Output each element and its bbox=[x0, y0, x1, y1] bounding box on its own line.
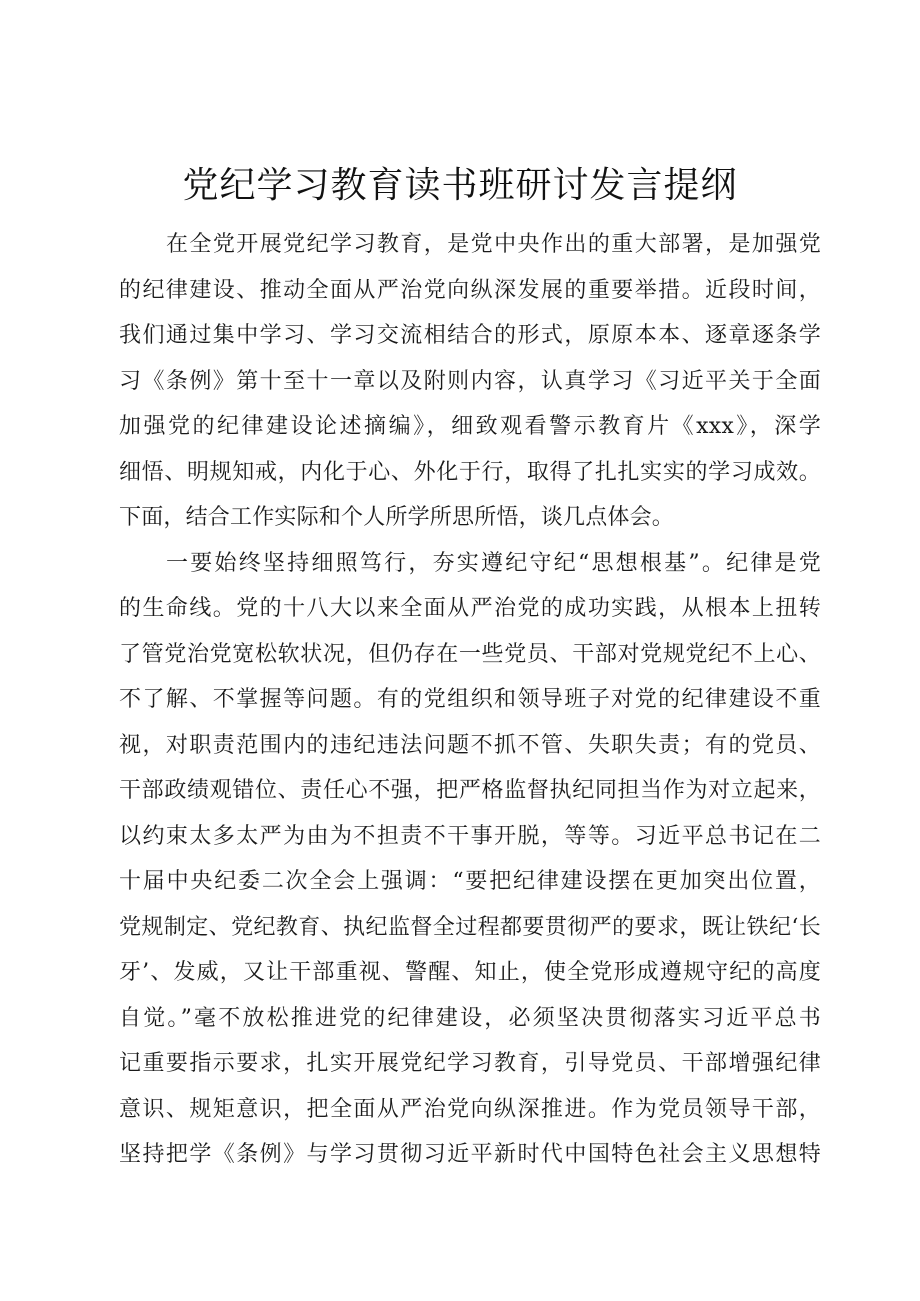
document-title: 党纪学习教育读书班研讨发言提纲 bbox=[182, 165, 738, 206]
paragraph-2-line-7: 以约束太多太严为由为不担责不干事开脱，等等。习近平总书记在二 bbox=[119, 823, 821, 849]
paragraph-1-line-6: 细悟、明规知戒，内化于心、外化于行，取得了扎扎实实的学习成效。 bbox=[119, 459, 821, 485]
paragraph-2-line-4: 不了解、不掌握等问题。有的党组织和领导班子对党的纪律建设不重 bbox=[119, 687, 821, 712]
paragraph-2-line-5: 视，对职责范围内的违纪违法问题不抓不管、失职失责；有的党员、 bbox=[119, 732, 821, 758]
paragraph-2-line-3: 了管党治党宽松软状况，但仍存在一些党员、干部对党规党纪不上心、 bbox=[119, 641, 821, 667]
paragraph-2-line-11: 自觉。”毫不放松推进党的纪律建设，必须坚决贯彻落实习近平总书 bbox=[119, 1005, 821, 1031]
paragraph-2-line-12: 记重要指示要求，扎实开展党纪学习教育，引导党员、干部增强纪律 bbox=[119, 1051, 821, 1076]
paragraph-1-line-1: 在全党开展党纪学习教育，是党中央作出的重大部署，是加强党 bbox=[166, 232, 821, 257]
paragraph-2-line-2: 的生命线。党的十八大以来全面从严治党的成功实践，从根本上扭转 bbox=[119, 596, 821, 621]
paragraph-2-line-13: 意识、规矩意识，把全面从严治党向纵深推进。作为党员领导干部， bbox=[119, 1096, 821, 1122]
paragraph-2-line-9: 党规制定、党纪教育、执纪监督全过程都要贯彻严的要求，既让铁纪‘长 bbox=[119, 914, 821, 940]
paragraph-1-line-5: 加强党的纪律建设论述摘编》，细致观看警示教育片《xxx》，深学 bbox=[119, 414, 821, 439]
paragraph-1-line-4: 习《条例》第十至十一章以及附则内容，认真学习《习近平关于全面 bbox=[119, 368, 821, 394]
paragraph-1-line-2: 的纪律建设、推动全面从严治党向纵深发展的重要举措。近段时间， bbox=[119, 277, 821, 303]
paragraph-1-line-7: 下面，结合工作实际和个人所学所思所悟，谈几点体会。 bbox=[119, 505, 675, 530]
paragraph-2-line-6: 干部政绩观错位、责任心不强，把严格监督执纪同担当作为对立起来， bbox=[119, 778, 821, 803]
paragraph-2-line-10: 牙’、发威，又让干部重视、警醒、知止，使全党形成遵规守纪的高度 bbox=[119, 960, 821, 985]
paragraph-2-line-1: 一要始终坚持细照笃行，夯实遵纪守纪“思想根基”。纪律是党 bbox=[166, 550, 821, 576]
paragraph-2-line-14: 坚持把学《条例》与学习贯彻习近平新时代中国特色社会主义思想特 bbox=[119, 1142, 821, 1167]
paragraph-1-line-3: 我们通过集中学习、学习交流相结合的形式，原原本本、逐章逐条学 bbox=[119, 323, 821, 348]
document-body bbox=[119, 222, 821, 1178]
paragraph-2-line-8: 十届中央纪委二次全会上强调：“要把纪律建设摆在更加突出位置， bbox=[119, 869, 821, 894]
